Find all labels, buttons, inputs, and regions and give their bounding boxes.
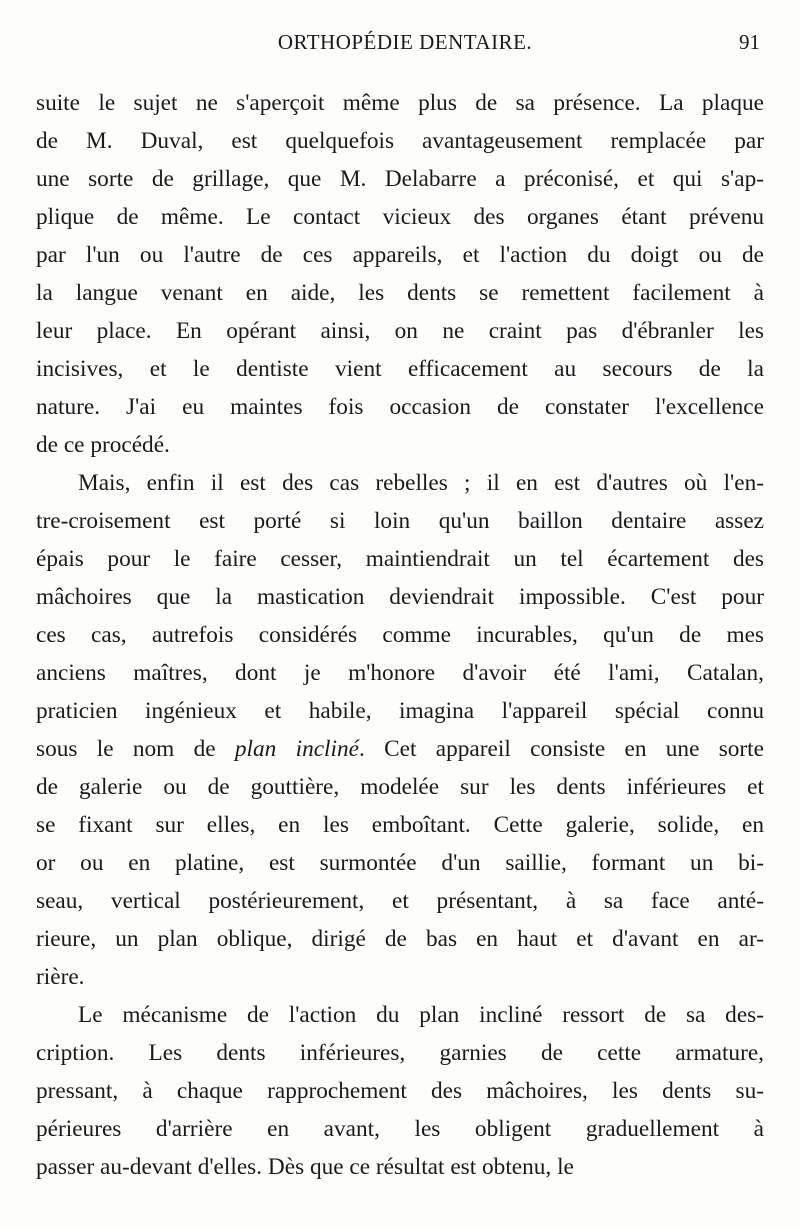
text-line: se fixant sur elles, en les emboîtant. Cette galerie, solide, en [36,812,764,838]
paragraph [36,464,764,996]
text-line: une sorte de grillage, que M. Delabarre a préconisé, et qui s'ap- [36,166,764,192]
running-head [40,30,770,62]
text-line: épais pour le faire cesser, maintiendrait un tel écartement des [36,546,764,572]
text-line: de galerie ou de gouttière, modelée sur les dents inférieures et [36,774,764,800]
text-line: cription. Les dents inférieures, garnies de cette armature, [36,1040,764,1066]
page-number: 91 [739,30,760,54]
text-line: par l'un ou l'autre de ces appareils, et l'action du doigt ou de [36,242,764,268]
text-line: suite le sujet ne s'aperçoit même plus de sa présence. La plaque [36,90,764,116]
text-line: mâchoires que la mastication deviendrait impossible. C'est pour [36,584,764,610]
text-line: Mais, enfin il est des cas rebelles ; il en est d'autres où l'en- [78,470,764,496]
running-title: ORTHOPÉDIE DENTAIRE. [277,30,533,54]
body-text [36,84,764,1186]
text-line: ces cas, autrefois considérés comme incurables, qu'un de mes [36,622,764,648]
text-line: passer au-devant d'elles. Dès que ce résultat est obtenu, le [36,1154,574,1180]
text-line: la langue venant en aide, les dents se remettent facilement à [36,280,764,306]
text-line: incisives, et le dentiste vient efficacement au secours de la [36,356,764,382]
text-line: seau, vertical postérieurement, et présentant, à sa face anté- [36,888,764,914]
paragraph [36,996,764,1186]
text-line: nature. J'ai eu maintes fois occasion de constater l'excellence [36,394,764,420]
text-line: rière. [36,964,85,990]
text-line: praticien ingénieux et habile, imagina l'appareil spécial connu [36,698,764,724]
paragraph [36,84,764,464]
text-line: sous le nom de plan incliné. Cet appareil consiste en une sorte [36,736,764,762]
text-line: leur place. En opérant ainsi, on ne craint pas d'ébranler les [36,318,764,344]
text-line: de ce procédé. [36,432,170,458]
text-line: périeures d'arrière en avant, les obligent graduellement à [36,1116,764,1142]
text-line: or ou en platine, est surmontée d'un saillie, formant un bi- [36,850,764,876]
text-line: Le mécanisme de l'action du plan incliné ressort de sa des- [78,1002,764,1028]
text-line: plique de même. Le contact vicieux des organes étant prévenu [36,204,764,230]
text-line: pressant, à chaque rapprochement des mâchoires, les dents su- [36,1078,764,1104]
text-line: de M. Duval, est quelquefois avantageusement remplacée par [36,128,764,154]
text-line: tre-croisement est porté si loin qu'un baillon dentaire assez [36,508,764,534]
text-line: rieure, un plan oblique, dirigé de bas en haut et d'avant en ar- [36,926,764,952]
italic-term: plan incliné [234,736,359,762]
text-line: anciens maîtres, dont je m'honore d'avoir été l'ami, Catalan, [36,660,764,686]
